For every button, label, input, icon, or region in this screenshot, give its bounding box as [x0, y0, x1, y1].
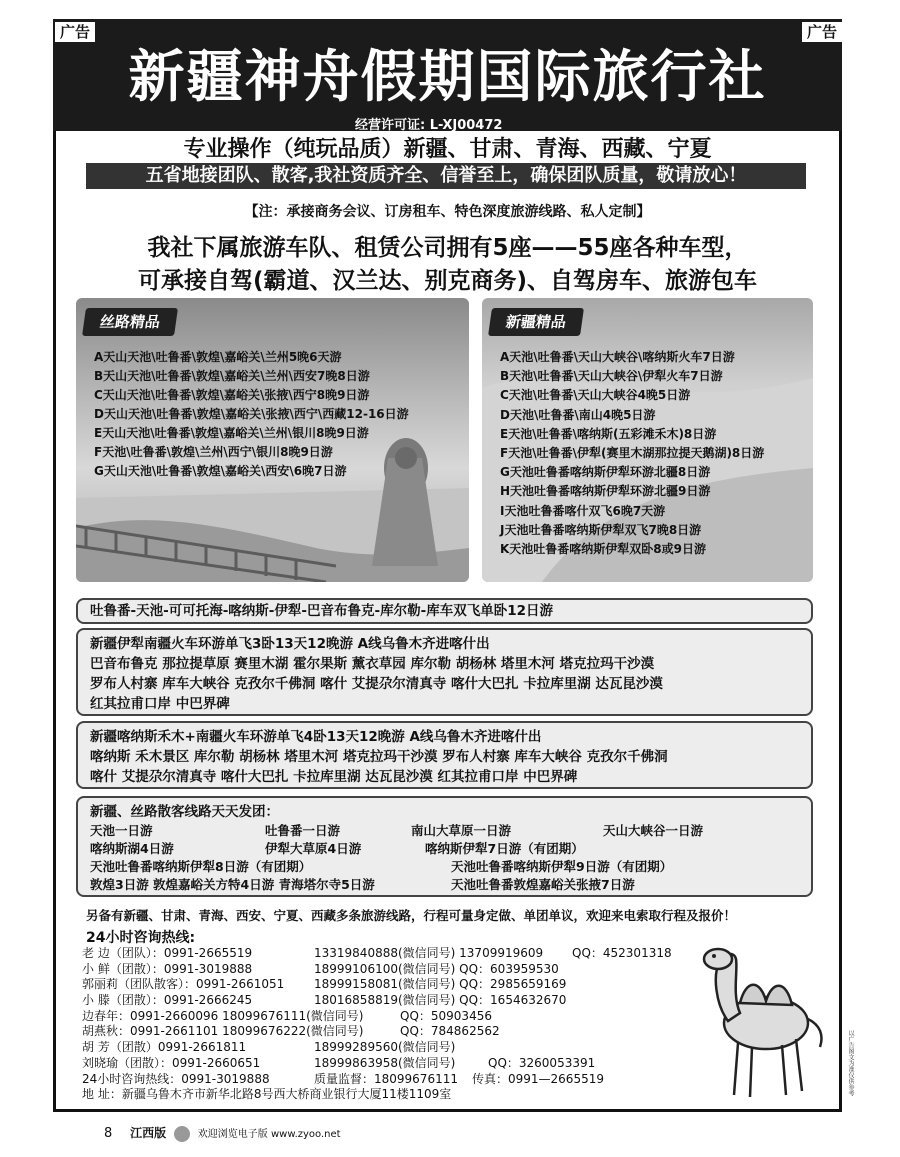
list-item: 喀纳斯湖4日游 — [90, 841, 174, 856]
page-footer — [104, 1124, 341, 1142]
route-box-daily-departures — [76, 796, 813, 897]
list-item: 天池吐鲁番喀纳斯伊犁8日游（有团期） — [90, 859, 312, 874]
route-title: 新疆、丝路散客线路天天发团： — [90, 804, 279, 820]
route-box-12day — [76, 598, 813, 624]
silk-road-panel — [76, 298, 469, 582]
list-item: 吐鲁番一日游 — [265, 823, 341, 838]
fleet-headline-1: 我社下属旅游车队、租赁公司拥有5座——55座各种车型， — [147, 235, 748, 261]
list-item: D天池\吐鲁番\南山4晚5日游 — [500, 407, 656, 422]
list-item: H天池吐鲁番喀纳斯伊犁环游北疆9日游 — [500, 484, 711, 499]
publisher-logo-icon — [174, 1126, 190, 1142]
list-item: J天池吐鲁番喀纳斯伊犁双飞7晚8日游 — [500, 522, 702, 537]
list-item: G天山天池\吐鲁番\敦煌\嘉峪关\西安\6晚7日游 — [94, 464, 347, 478]
list-item: F天池\吐鲁番\敦煌\兰州\西宁\银川8晚9日游 — [94, 445, 333, 459]
daily-tours-row — [78, 858, 811, 876]
route-sights: 喀什 艾提尕尔清真寺 喀什大巴扎 卡拉库里湖 达瓦昆沙漠 红其拉甫口岸 中巴界碑 — [90, 769, 578, 785]
ad-label-left: 广告 — [55, 22, 95, 42]
list-item: I天池吐鲁番喀什双飞6晚7天游 — [500, 503, 666, 518]
license-number: 经营许可证: L-XJ00472 — [355, 118, 503, 133]
route-box-kanas-south — [76, 721, 813, 789]
list-item: 天池一日游 — [90, 823, 153, 838]
silk-road-route-list — [94, 348, 409, 481]
list-item: E天池\吐鲁番\喀纳斯(五彩滩禾木)8日游 — [500, 426, 717, 441]
website-link[interactable]: 欢迎浏览电子版 www.zyoo.net — [197, 1129, 341, 1140]
hotline-title: 24小时咨询热线: — [86, 930, 196, 946]
route-sights: 罗布人村寨 库车大峡谷 克孜尔千佛洞 喀什 艾提尕尔清真寺 喀什大巴扎 卡拉库里湖 达瓦昆沙漠 — [90, 676, 663, 692]
list-item: 天山大峡谷一日游 — [603, 823, 704, 838]
list-item: A天山天池\吐鲁番\敦煌\嘉峪关\兰州5晚6天游 — [94, 350, 342, 364]
quality-band: 五省地接团队、散客,我社资质齐全、信誉至上，确保团队质量，敬请放心！ — [86, 163, 806, 189]
list-item: A天池\吐鲁番\天山大峡谷\喀纳斯火车7日游 — [500, 350, 735, 364]
list-item: C天池\吐鲁番\天山大峡谷4晚5日游 — [500, 388, 691, 403]
list-item: 伊犁大草原4日游 — [265, 841, 362, 856]
daily-tours-row — [78, 840, 811, 858]
fleet-headline-2: 可承接自驾(霸道、汉兰达、别克商务)、自驾房车、旅游包车 — [137, 268, 758, 294]
daily-tours-row — [78, 822, 811, 840]
list-item: 敦煌3日游 敦煌嘉峪关方特4日游 青海塔尔寺5日游 — [90, 877, 375, 892]
list-item: C天山天池\吐鲁番\敦煌\嘉峪关\张掖\西宁8晚9日游 — [94, 388, 370, 402]
list-item: E天山天池\吐鲁番\敦煌\嘉峪关\兰州\银川8晚9日游 — [94, 426, 369, 440]
list-item: B天山天池\吐鲁番\敦煌\嘉峪关\兰州\西安7晚8日游 — [94, 369, 370, 383]
list-item: B天池\吐鲁番\天山大峡谷\伊犁火车7日游 — [500, 369, 723, 384]
custom-routes-note: 另备有新疆、甘肃、青海、西安、宁夏、西藏多条旅游线路，行程可量身定做、单团单议，欢迎来电索取行程及报价！ — [86, 908, 737, 923]
xinjiang-panel — [482, 298, 813, 582]
list-item: D天山天池\吐鲁番\敦煌\嘉峪关\张掖\西宁\西藏12-16日游 — [94, 407, 409, 421]
route-sights: 喀纳斯 禾木景区 库尔勒 胡杨林 塔里木河 塔克拉玛干沙漠 罗布人村寨 库车大峡谷 克孜尔千佛洞 — [90, 749, 668, 765]
list-item: 天池吐鲁番敦煌嘉峪关张掖7日游 — [451, 877, 635, 892]
list-item: G天池吐鲁番喀纳斯伊犁环游北疆8日游 — [500, 465, 711, 480]
list-item: K天池吐鲁番喀纳斯伊犁双卧8或9日游 — [500, 542, 706, 557]
route-sights: 巴音布鲁克 那拉提草原 赛里木湖 霍尔果斯 薰衣草园 库尔勒 胡杨林 塔里木河 塔克拉玛干沙漠 — [90, 656, 655, 672]
list-item: 南山大草原一日游 — [411, 823, 512, 838]
list-item: F天池\吐鲁番\伊犁(赛里木湖那拉提天鹅湖)8日游 — [500, 446, 765, 461]
route-box-yili-south — [76, 628, 813, 716]
daily-tours-row — [78, 876, 811, 894]
disclaimer-side-note: 以广告图文为准仅供参考 — [847, 1030, 854, 1096]
page-number: 8 — [104, 1126, 113, 1141]
services-note: 【注：承接商务会议、订房租车、特色深度旅游线路、私人定制】 — [244, 204, 651, 220]
route-text: 吐鲁番-天池-可可托海-喀纳斯-伊犁-巴音布鲁克-库尔勒-库车双飞单卧12日游 — [90, 603, 554, 619]
xinjiang-route-list — [500, 348, 764, 559]
list-item: 喀纳斯伊犁7日游（有团期） — [425, 841, 584, 856]
list-item: 天池吐鲁番喀纳斯伊犁9日游（有团期） — [451, 859, 673, 874]
silk-road-tag: 丝路精品 — [82, 308, 178, 336]
edition-label: 江西版 — [130, 1126, 167, 1140]
service-regions: 专业操作（纯玩品质）新疆、甘肃、青海、西藏、宁夏 — [183, 137, 712, 162]
agency-title: 新疆神舟假期国际旅行社 — [128, 45, 767, 110]
route-title: 新疆喀纳斯禾木+南疆火车环游单飞4卧13天12晚游 A线乌鲁木齐进喀什出 — [90, 729, 542, 745]
camel-mascot-illustration — [678, 935, 838, 1103]
xinjiang-tag: 新疆精品 — [488, 308, 584, 336]
route-title: 新疆伊犁南疆火车环游单飞3卧13天12晚游 A线乌鲁木齐进喀什出 — [90, 636, 490, 652]
route-sights: 红其拉甫口岸 中巴界碑 — [90, 696, 230, 712]
ad-label-right: 广告 — [802, 22, 842, 42]
